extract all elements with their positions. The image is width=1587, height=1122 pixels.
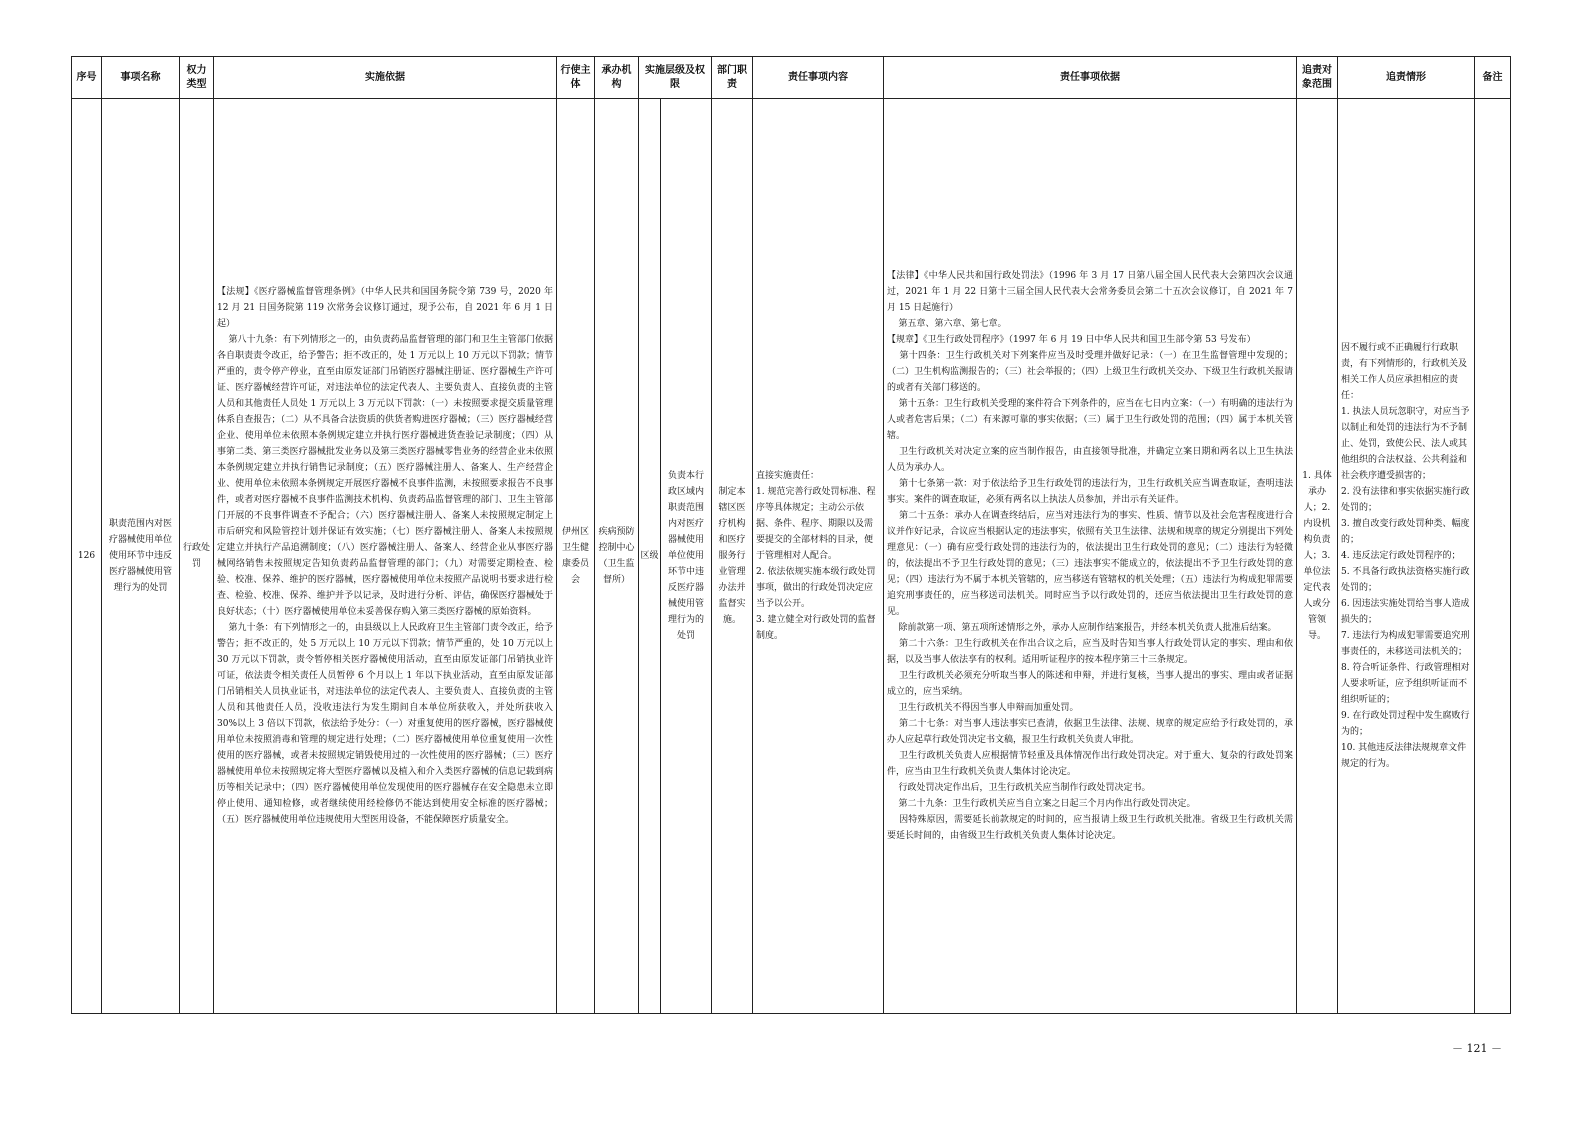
header-level: 实施层级及权限 [639,57,712,99]
header-item-name: 事项名称 [102,57,180,99]
cell-scope: 1. 具体承办人；2. 内设机构负责人；3. 单位法定代表人或分管领导。 [1297,99,1338,1014]
cell-remark [1475,99,1511,1014]
table-row [72,99,1511,1014]
cell-resp-basis: 【法律】《中华人民共和国行政处罚法》（1996 年 3 月 17 日第八届全国人民代表大会第四次会议通过，2021 年 1 月 22 日第十三届全国人民代表大会常务委员会第二十五次会议修订，自 2021 年 7 月 15 日起施行） 第五章、第六章、第七章。 【规章】《卫生行政处罚程序》（1997 年 6 月 19 日中华人民共和国卫生部令第 53 号发布） 第十四条：卫生行政机关对下列案件应当及时受理并做好记录：（一）在卫生监督管理中发现的；（二）卫生机构监测报告的；（三）社会举报的；（四）上级卫生行政机关交办、下级卫生行政机关报请的或者有关部门移送的。 第十五条：卫生行政机关受理的案件符合下列条件的，应当在七日内立案：（一）有明确的违法行为人或者危害后果；（二）有来源可靠的事实依据；（三）属于卫生行政处罚的范围；（四）属于本机关管辖。 卫生行政机关对决定立案的应当制作报告，由直接领导批准，并确定立案日期和两名以上卫生执法人员为承办人。 第十七条第一款：对于依法给予卫生行政处罚的违法行为，卫生行政机关应当调查取证，查明违法事实。案件的调查取证，必须有两名以上执法人员参加，并出示有关证件。 第二十五条：承办人在调查终结后，应当对违法行为的事实、性质、情节以及社会危害程度进行合议并作好记录，合议应当根据认定的违法事实，依照有关卫生法律、法规和规章的规定分别提出下列处理意见：（一）确有应受行政处罚的违法行为的，依法提出卫生行政处罚的意见；（二）违法行为轻微的，依法提出不予卫生行政处罚的意见；（三）违法事实不能成立的，依法提出不予卫生行政处罚的意见；（四）违法行为不属于本机关管辖的，应当移送有管辖权的机关处理；（五）违法行为构成犯罪需要追究刑事责任的，应当移送司法机关。同时应当予以行政处罚的，还应当依法提出卫生行政处罚的意见。 除前款第一项、第五项所述情形之外，承办人应制作结案报告，并经本机关负责人批准后结案。 第二十六条：卫生行政机关在作出合议之后，应当及时告知当事人行政处罚认定的事实、理由和依据，以及当事人依法享有的权利。适用听证程序的按本程序第三十三条规定。 卫生行政机关必须充分听取当事人的陈述和申辩，并进行复核，当事人提出的事实、理由或者证据成立的，应当采纳。 卫生行政机关不得因当事人申辩而加重处罚。 第二十七条：对当事人违法事实已查清，依据卫生法律、法规、规章的规定应给予行政处罚的，承办人应起草行政处罚决定书文稿，报卫生行政机关负责人审批。 卫生行政机关负责人应根据情节轻重及具体情况作出行政处罚决定。对于重大、复杂的行政处罚案件，应当由卫生行政机关负责人集体讨论决定。 行政处罚决定作出后，卫生行政机关应当制作行政处罚决定书。 第二十九条：卫生行政机关应当自立案之日起三个月内作出行政处罚决定。 因特殊原因，需要延长前款规定的时间的，应当报请上级卫生行政机关批准。省级卫生行政机关需要延长时间的，由省级卫生行政机关负责人集体讨论决定。 [884,99,1297,1014]
header-agency: 承办机构 [595,57,639,99]
responsibility-table [71,56,1511,1014]
header-power-type: 权力类型 [180,57,214,99]
cell-item-name: 职责范围内对医疗器械使用单位使用环节中违反医疗器械使用管理行为的处罚 [102,99,180,1014]
cell-seq: 126 [72,99,102,1014]
header-resp-basis: 责任事项依据 [884,57,1297,99]
header-scope: 追责对象范围 [1297,57,1338,99]
header-subject: 行使主体 [557,57,595,99]
cell-resp-content-short: 制定本辖区医疗机构和医疗服务行业管理办法并监督实施。 [712,99,753,1014]
cell-power-type: 行政处罚 [180,99,214,1014]
cell-dept-duty: 负责本行政区域内职责范围内对医疗器械使用单位使用环节中违反医疗器械使用管理行为的处罚 [661,99,712,1014]
header-row [72,57,1511,99]
header-seq: 序号 [72,57,102,99]
cell-resp-content: 直接实施责任： 1. 规范完善行政处罚标准、程序等具体规定；主动公示依据、条件、程序、期限以及需要提交的全部材料的目录，便于管理相对人配合。 2. 依法依规实施本级行政处罚事项，做出的行政处罚决定应当予以公开。 3. 建立健全对行政处罚的监督制度。 [753,99,884,1014]
header-dept-duty: 部门职责 [712,57,753,99]
cell-subject: 伊州区卫生健康委员会 [557,99,595,1014]
cell-level-a: 区级 [639,99,661,1014]
header-remark: 备注 [1475,57,1511,99]
cell-situation: 因不履行或不正确履行行政职责，有下列情形的，行政机关及相关工作人员应承担相应的责任： 1. 执法人员玩忽职守，对应当予以制止和处罚的违法行为不予制止、处罚，致使公民、法人或其他组织的合法权益、公共利益和社会秩序遭受损害的； 2. 没有法律和事实依据实施行政处罚的； 3. 擅自改变行政处罚种类、幅度的； 4. 违反法定行政处罚程序的； 5. 不具备行政执法资格实施行政处罚的； 6. 因违法实施处罚给当事人造成损失的； 7. 违法行为构成犯罪需要追究刑事责任的，未移送司法机关的； 8. 符合听证条件、行政管理相对人要求听证，应予组织听证而不组织听证的； 9. 在行政处罚过程中发生腐败行为的； 10. 其他违反法律法规规章文件规定的行为。 [1338,99,1475,1014]
cell-basis: 【法规】《医疗器械监督管理条例》（中华人民共和国国务院令第 739 号，2020 年 12 月 21 日国务院第 119 次常务会议修订通过，现予公布，自 2021 年 6 月 1 日起） 第八十九条：有下列情形之一的，由负责药品监督管理的部门和卫生主管部门依据各自职责责令改正，给予警告；拒不改正的，处 1 万元以上 10 万元以下罚款；情节严重的，责令停产停业，直至由原发证部门吊销医疗器械注册证、医疗器械生产许可证、医疗器械经营许可证，对违法单位的法定代表人、主要负责人、直接负责的主管人员和其他责任人员处 1 万元以上 3 万元以下罚款：（一）未按照要求提交质量管理体系自查报告；（二）从不具备合法资质的供货者购进医疗器械；（三）医疗器械经营企业、使用单位未依照本条例规定建立并执行医疗器械进货查验记录制度；（四）从事第二类、第三类医疗器械批发业务以及第三类医疗器械零售业务的经营企业未依照本条例规定建立并执行销售记录制度；（五）医疗器械注册人、备案人、生产经营企业、使用单位未依照本条例规定开展医疗器械不良事件监测，未按照要求报告不良事件，或者对医疗器械不良事件监测技术机构、负责药品监督管理的部门、卫生主管部门开展的不良事件调查不予配合；（六）医疗器械注册人、备案人未按照规定制定上市后研究和风险管控计划并保证有效实施；（七）医疗器械注册人、备案人未按照规定建立并执行产品追溯制度；（八）医疗器械注册人、备案人、经营企业从事医疗器械网络销售未按照规定告知负责药品监督管理的部门；（九）对需要定期检查、检验、校准、保养、维护的医疗器械，医疗器械使用单位未按照产品说明书要求进行检查、检验、校准、保养、维护并予以记录，及时进行分析、评估，确保医疗器械处于良好状态；（十）医疗器械使用单位未妥善保存购入第三类医疗器械的原始资料。 第九十条：有下列情形之一的，由县级以上人民政府卫生主管部门责令改正，给予警告；拒不改正的，处 5 万元以上 10 万元以下罚款；情节严重的，处 10 万元以上 30 万元以下罚款，责令暂停相关医疗器械使用活动，直至由原发证部门吊销执业许可证，依法责令相关责任人员暂停 6 个月以上 1 年以下执业活动，直至由原发证部门吊销相关人员执业证书，对违法单位的法定代表人、主要负责人、直接负责的主管人员和其他责任人员，没收违法行为发生期间自本单位所获收入，并处所获收入 30%以上 3 倍以下罚款，依法给予处分：（一）对重复使用的医疗器械，医疗器械使用单位未按照消毒和管理的规定进行处理；（二）医疗器械使用单位重复使用一次性使用的医疗器械，或者未按照规定销毁使用过的一次性使用的医疗器械；（三）医疗器械使用单位未按照规定将大型医疗器械以及植入和介入类医疗器械的信息记载到病历等相关记录中；（四）医疗器械使用单位发现使用的医疗器械存在安全隐患未立即停止使用、通知检修，或者继续使用经检修仍不能达到使用安全标准的医疗器械；（五）医疗器械使用单位违规使用大型医用设备，不能保障医疗质量安全。 [214,99,557,1014]
header-basis: 实施依据 [214,57,557,99]
header-situation: 追责情形 [1338,57,1475,99]
page-number: － 121 － [1452,1042,1502,1055]
header-resp-content: 责任事项内容 [753,57,884,99]
cell-agency: 疾病预防控制中心（卫生监督所） [595,99,639,1014]
